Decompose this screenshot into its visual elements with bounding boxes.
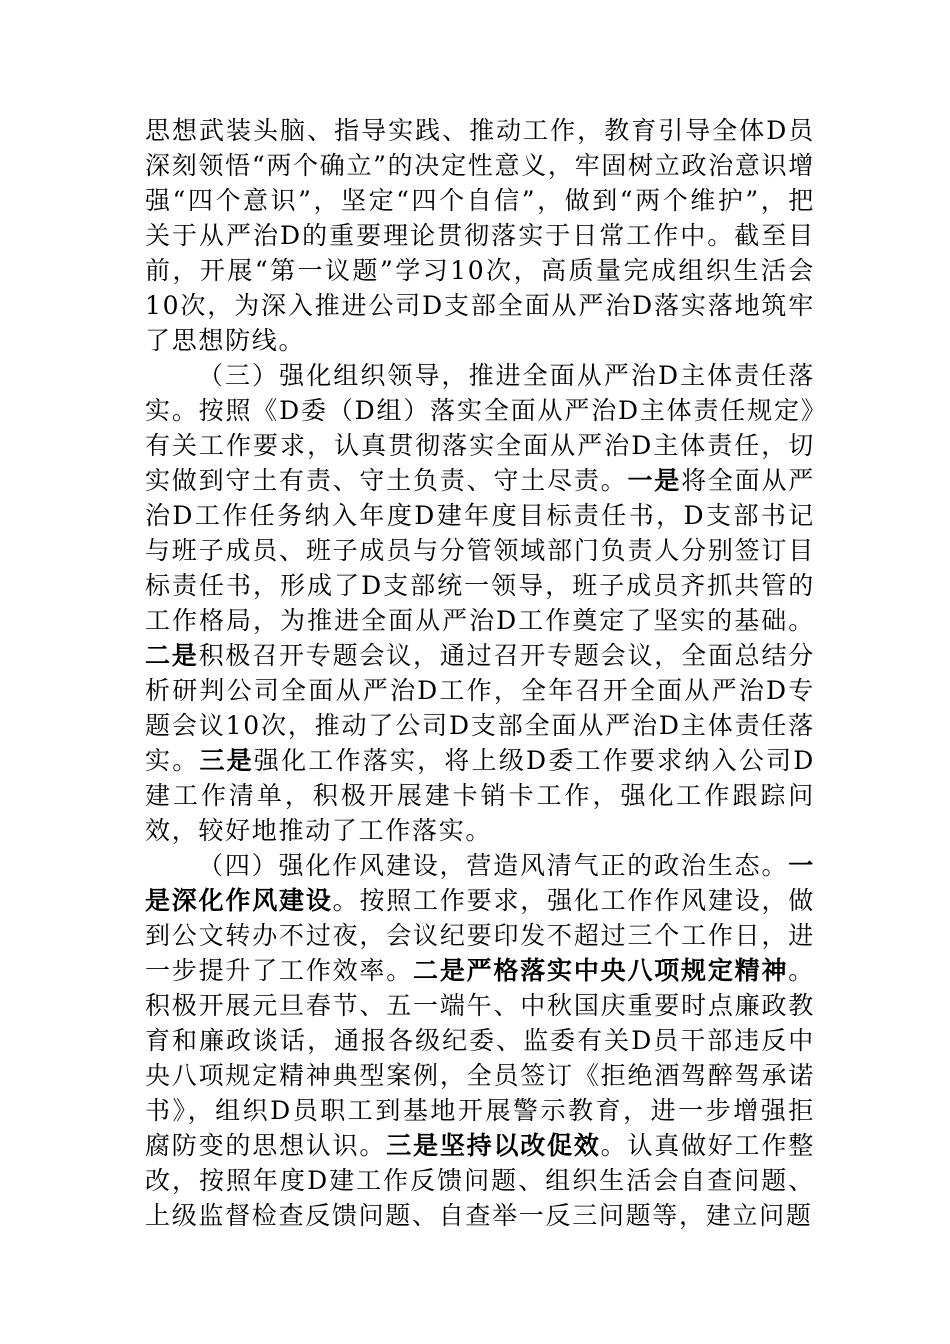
point-3-text: 强化工作落实，将上级D委工作要求纳入公司D建工作清单，积极开展建卡销卡工作，强化工作跟踪问效，较好地推动了工作落实。: [145, 746, 815, 845]
paragraph-2: [145, 358, 815, 848]
paragraph-1-text: 思想武装头脑、指导实践、推动工作，教育引导全体D员深刻领悟“两个确立”的决定性意义，牢固树立政治意识增强“四个意识”，坚定“四个自信”，做到“两个维护”，把关于从严治D的重要理论贯彻落实于日常工作中。截至目前，开展“第一议题”学习10次，高质量完成组织生活会10次，为深入推进公司D支部全面从严治D落实落地筑牢了思想防线。: [145, 116, 815, 355]
point-3-body: 。认真做好工作整改，按照年度D建工作反馈问题、组织生活会自查问题、上级监督检查反馈问题、自查举一反三问题等，建立问题: [145, 1131, 815, 1230]
point-1-label: 一是: [627, 466, 682, 495]
section-heading-4: （四）强化作风建设，营造风清气正的政治生态。: [198, 851, 789, 880]
document-page: [145, 113, 815, 1233]
point-2-body: 。积极开展元旦春节、五一端午、中秋国庆重要时点廉政教育和廉政谈话，通报各级纪委、监委有关D员干部违反中央八项规定精神典型案例，全员签订《拒绝酒驾醉驾承诺书》，组织D员职工到基地开展警示教育，进一步增强拒腐防变的思想认识。: [145, 956, 815, 1160]
paragraph-3: [145, 848, 815, 1233]
paragraph-2-intro: 按照《D委（D组）落实全面从严治D主体责任规定》有关工作要求，认真贯彻落实全面从严治D主体责任，切实做到守土有责、守土负责、守土尽责。: [145, 396, 815, 495]
point-1-title: 一是深化作风建设: [145, 851, 815, 915]
point-2-title: 二是严格落实中央八项规定精神: [413, 956, 789, 985]
point-3-title: 三是坚持以改促效: [386, 1131, 601, 1160]
point-3-label: 三是: [199, 746, 254, 775]
point-1-text: 将全面从严治D工作任务纳入年度D建年度目标责任书，D支部书记与班子成员、班子成员与分管领域部门负责人分别签订目标责任书，形成了D支部统一领导，班子成员齐抓共管的工作格局，为推进全面从严治D工作奠定了坚实的基础。: [145, 466, 815, 635]
point-2-label: 二是: [145, 641, 199, 670]
section-heading-3: （三）强化组织领导，推进全面从严治D主体责任落实。: [145, 361, 815, 425]
point-1-body: 。按照工作要求，强化工作作风建设，做到公文转办不过夜，会议纪要印发不超过三个工作日，进一步提升了工作效率。: [145, 886, 816, 985]
paragraph-1: [145, 113, 815, 358]
point-2-text: 积极召开专题会议，通过召开专题会议，全面总结分析研判公司全面从严治D工作，全年召开全面从严治D专题会议10次，推动了公司D支部全面从严治D主体责任落实。: [145, 641, 815, 775]
